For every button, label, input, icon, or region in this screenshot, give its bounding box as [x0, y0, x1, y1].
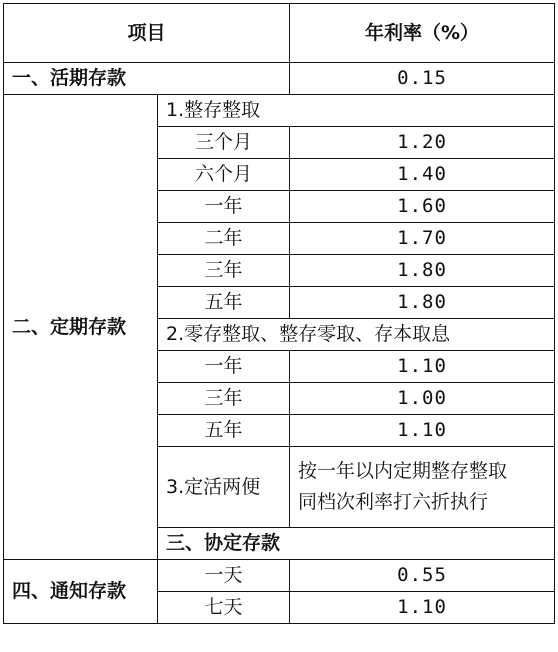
fixed-deposit-label: 二、定期存款	[4, 95, 158, 560]
rate-cell: 1.00	[290, 383, 555, 415]
agreement-deposit-label: 三、协定存款	[158, 528, 555, 560]
notice-deposit-label: 四、通知存款	[4, 560, 158, 624]
rate-cell: 1.10	[290, 592, 555, 624]
demand-deposit-label: 一、活期存款	[4, 63, 290, 95]
demand-deposit-rate: 0.15	[290, 63, 555, 95]
rate-cell: 1.10	[290, 351, 555, 383]
term-cell: 一天	[158, 560, 290, 592]
term-cell: 六个月	[158, 159, 290, 191]
rate-cell: 1.20	[290, 127, 555, 159]
installment-subheader: 2.零存整取、整存零取、存本取息	[158, 319, 555, 351]
flexible-deposit-label: 3.定活两便	[158, 447, 290, 528]
flexible-deposit-rate	[290, 447, 555, 528]
term-cell: 二年	[158, 223, 290, 255]
lump-sum-subheader: 1.整存整取	[158, 95, 555, 127]
rate-cell: 1.80	[290, 287, 555, 319]
term-cell: 一年	[158, 191, 290, 223]
header-rate: 年利率（%）	[290, 4, 555, 63]
rate-cell: 1.80	[290, 255, 555, 287]
header-item: 项目	[4, 4, 290, 63]
flexible-rate-line-1: 按一年以内定期整存整取	[298, 460, 508, 482]
term-cell: 五年	[158, 415, 290, 447]
interest-rate-table	[3, 3, 555, 624]
rate-cell: 0.55	[290, 560, 555, 592]
table-row	[4, 560, 555, 592]
term-cell: 七天	[158, 592, 290, 624]
rate-cell: 1.10	[290, 415, 555, 447]
table-row	[4, 63, 555, 95]
term-cell: 三个月	[158, 127, 290, 159]
flexible-rate-line-2: 同档次利率打六折执行	[298, 491, 489, 513]
term-cell: 五年	[158, 287, 290, 319]
rate-cell: 1.40	[290, 159, 555, 191]
rate-cell: 1.70	[290, 223, 555, 255]
term-cell: 三年	[158, 255, 290, 287]
rate-cell: 1.60	[290, 191, 555, 223]
header-row	[4, 4, 555, 63]
term-cell: 三年	[158, 383, 290, 415]
table-row	[4, 95, 555, 127]
term-cell: 一年	[158, 351, 290, 383]
